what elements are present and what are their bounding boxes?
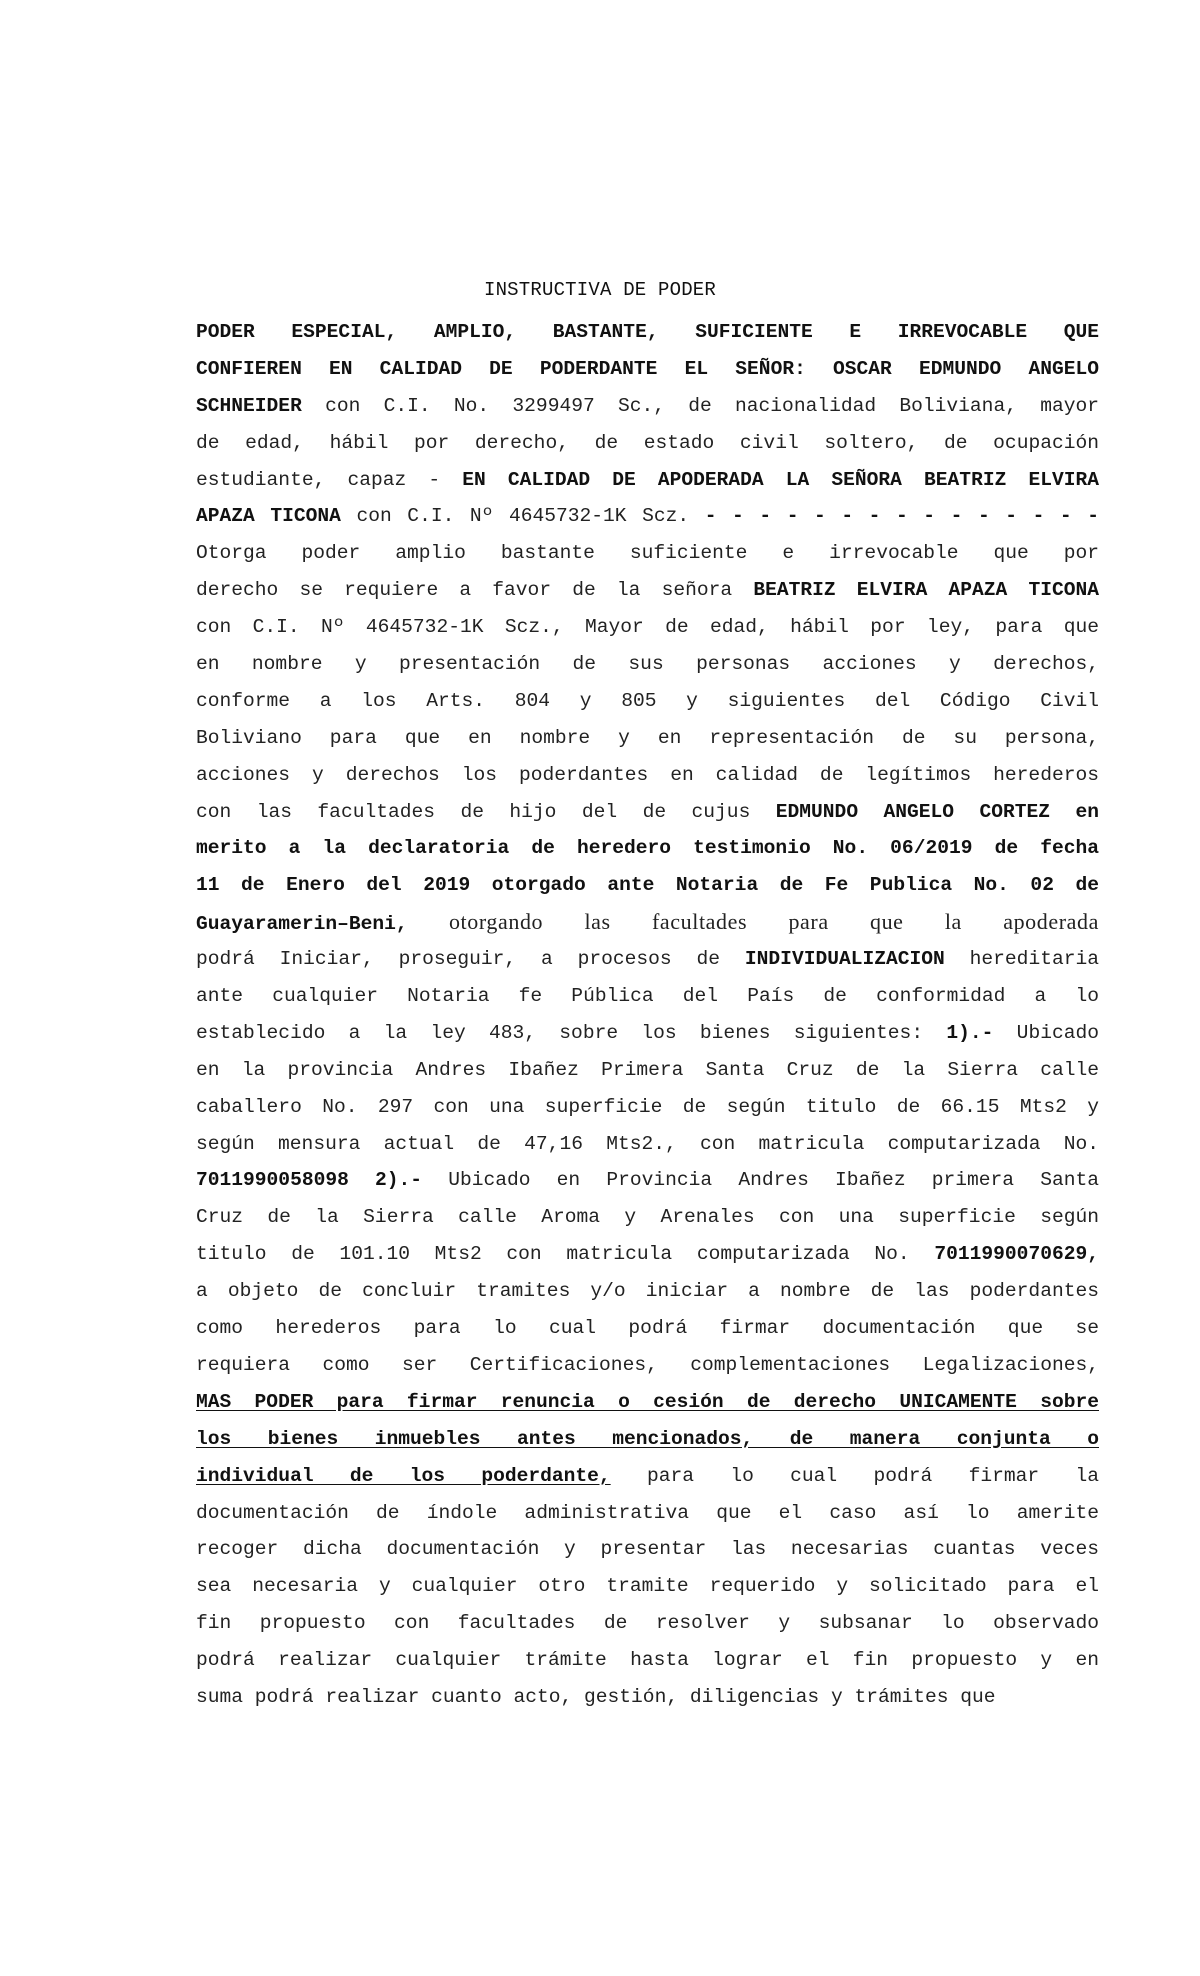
text-segment: podrá realizar cualquier trámite hasta lograr el fin propuesto y en bbox=[196, 1649, 1099, 1672]
text-segment: ante cualquier Notaria fe Pública del País de conformidad a lo bbox=[196, 985, 1099, 1008]
text-segment: acciones y derechos los poderdantes en calidad de legítimos herederos bbox=[196, 763, 1099, 786]
text-line bbox=[196, 1236, 1099, 1273]
bold-text-segment: los bienes inmuebles antes mencionados, de manera conjunta o bbox=[196, 1427, 1099, 1450]
text-line bbox=[196, 1126, 1099, 1163]
text-line bbox=[196, 978, 1099, 1015]
text-line bbox=[196, 1347, 1099, 1384]
text-segment: con C.I. No. 3299497 Sc., de nacionalidad Boliviana, mayor bbox=[301, 394, 1099, 417]
text-segment: de edad, hábil por derecho, de estado civil soltero, de ocupación bbox=[196, 431, 1099, 454]
text-segment: Ubicado en Provincia Andres Ibañez primera Santa bbox=[422, 1169, 1099, 1192]
bold-text-segment: APAZA TICONA bbox=[196, 505, 341, 528]
bold-text-segment: 1).- bbox=[946, 1021, 994, 1044]
text-line bbox=[196, 941, 1099, 978]
bold-text-segment: individual de los poderdante, bbox=[196, 1464, 611, 1487]
bold-text-segment: INDIVIDUALIZACION bbox=[744, 948, 945, 971]
text-segment: documentación de índole administrativa que el caso así lo amerite bbox=[196, 1501, 1099, 1524]
text-line bbox=[196, 1052, 1099, 1089]
text-segment: Boliviano para que en nombre y en representación de su persona, bbox=[196, 726, 1099, 749]
bold-text-segment: - - - - - - - - - - - - - - - bbox=[704, 505, 1099, 528]
text-segment: a objeto de concluir tramites y/o iniciar a nombre de las poderdantes bbox=[196, 1280, 1099, 1303]
text-line bbox=[196, 425, 1099, 462]
bold-text-segment: EN CALIDAD DE APODERADA LA SEÑORA BEATRIZ ELVIRA bbox=[462, 468, 1099, 491]
text-segment: en nombre y presentación de sus personas acciones y derechos, bbox=[196, 653, 1099, 676]
text-segment: conforme a los Arts. 804 y 805 y siguientes del Código Civil bbox=[196, 689, 1099, 712]
text-line bbox=[196, 609, 1099, 646]
text-segment: con las facultades de hijo del de cujus bbox=[196, 800, 776, 823]
text-segment: con C.I. Nº 4645732-1K Scz., Mayor de edad, hábil por ley, para que bbox=[196, 616, 1099, 639]
text-segment: derecho se requiere a favor de la señora bbox=[196, 579, 754, 602]
text-segment: podrá Iniciar, proseguir, a procesos de bbox=[196, 948, 745, 971]
bold-text-segment: 11 de Enero del 2019 otorgado ante Notaria de Fe Publica No. 02 de bbox=[196, 874, 1099, 897]
document-body bbox=[196, 314, 1099, 1716]
text-line bbox=[196, 1384, 1099, 1421]
text-segment: según mensura actual de 47,16 Mts2., con matricula computarizada No. bbox=[196, 1132, 1099, 1155]
text-line bbox=[196, 1273, 1099, 1310]
text-line bbox=[196, 720, 1099, 757]
text-line bbox=[196, 683, 1099, 720]
bold-text-segment: MAS PODER para firmar renuncia o cesión de derecho UNICAMENTE sobre bbox=[196, 1390, 1099, 1413]
text-segment: Cruz de la Sierra calle Aroma y Arenales con una superficie según bbox=[196, 1206, 1099, 1229]
text-line bbox=[196, 1015, 1099, 1052]
text-line bbox=[196, 794, 1099, 831]
text-segment: estudiante, capaz - bbox=[196, 468, 463, 491]
text-line bbox=[196, 535, 1099, 572]
bold-text-segment: merito a la declaratoria de heredero testimonio No. 06/2019 de fecha bbox=[196, 837, 1099, 860]
document-title: INSTRUCTIVA DE PODER bbox=[483, 279, 717, 301]
text-line bbox=[196, 572, 1099, 609]
bold-text-segment: Guayaramerin–Beni, bbox=[196, 913, 408, 936]
text-segment: hereditaria bbox=[944, 948, 1099, 971]
bold-text-segment: 7011990070629, bbox=[934, 1243, 1099, 1266]
text-line bbox=[196, 1531, 1099, 1568]
text-segment: fin propuesto con facultades de resolver y subsanar lo observado bbox=[196, 1612, 1099, 1635]
text-line bbox=[196, 1310, 1099, 1347]
text-line bbox=[196, 1199, 1099, 1236]
text-segment: suma podrá realizar cuanto acto, gestión, diligencias y trámites que bbox=[196, 1685, 996, 1708]
text-line bbox=[196, 462, 1099, 499]
text-line bbox=[196, 1089, 1099, 1126]
text-line bbox=[196, 646, 1099, 683]
text-segment: caballero No. 297 con una superficie de según titulo de 66.15 Mts2 y bbox=[196, 1095, 1099, 1118]
text-line bbox=[196, 830, 1099, 867]
text-segment: Otorga poder amplio bastante suficiente e irrevocable que por bbox=[196, 542, 1099, 565]
bold-text-segment: EDMUNDO ANGELO CORTEZ en bbox=[775, 800, 1099, 823]
text-line bbox=[196, 498, 1099, 535]
text-line bbox=[196, 757, 1099, 794]
text-line bbox=[196, 1162, 1099, 1199]
text-line bbox=[196, 1679, 1099, 1716]
text-segment: requiera como ser Certificaciones, complementaciones Legalizaciones, bbox=[196, 1353, 1099, 1376]
text-line bbox=[196, 1605, 1099, 1642]
text-segment: en la provincia Andres Ibañez Primera Santa Cruz de la Sierra calle bbox=[196, 1058, 1099, 1081]
text-line bbox=[196, 1495, 1099, 1532]
bold-text-segment: BEATRIZ ELVIRA APAZA TICONA bbox=[753, 579, 1099, 602]
text-line bbox=[196, 351, 1099, 388]
text-segment: establecido a la ley 483, sobre los bienes siguientes: bbox=[196, 1021, 947, 1044]
text-line bbox=[196, 904, 1099, 941]
text-segment: para lo cual podrá firmar la bbox=[610, 1464, 1099, 1487]
text-line bbox=[196, 314, 1099, 351]
text-segment: titulo de 101.10 Mts2 con matricula computarizada No. bbox=[196, 1243, 935, 1266]
text-line bbox=[196, 1421, 1099, 1458]
text-segment: recoger dicha documentación y presentar las necesarias cuantas veces bbox=[196, 1538, 1099, 1561]
bold-text-segment: SCHNEIDER bbox=[196, 394, 302, 417]
text-segment: otorgando las facultades para que la apoderada bbox=[407, 909, 1099, 935]
text-segment: Ubicado bbox=[993, 1021, 1099, 1044]
text-line bbox=[196, 1568, 1099, 1605]
bold-text-segment: 7011990058098 2).- bbox=[196, 1169, 423, 1192]
text-line bbox=[196, 867, 1099, 904]
text-segment: con C.I. Nº 4645732-1K Scz. bbox=[340, 505, 705, 528]
bold-text-segment: CONFIEREN EN CALIDAD DE PODERDANTE EL SEÑOR: OSCAR EDMUNDO ANGELO bbox=[196, 357, 1099, 380]
text-line bbox=[196, 388, 1099, 425]
text-segment: sea necesaria y cualquier otro tramite requerido y solicitado para el bbox=[196, 1575, 1099, 1598]
text-line bbox=[196, 1458, 1099, 1495]
bold-text-segment: PODER ESPECIAL, AMPLIO, BASTANTE, SUFICIENTE E IRREVOCABLE QUE bbox=[196, 321, 1099, 343]
text-segment: como herederos para lo cual podrá firmar documentación que se bbox=[196, 1317, 1099, 1340]
text-line bbox=[196, 1642, 1099, 1679]
